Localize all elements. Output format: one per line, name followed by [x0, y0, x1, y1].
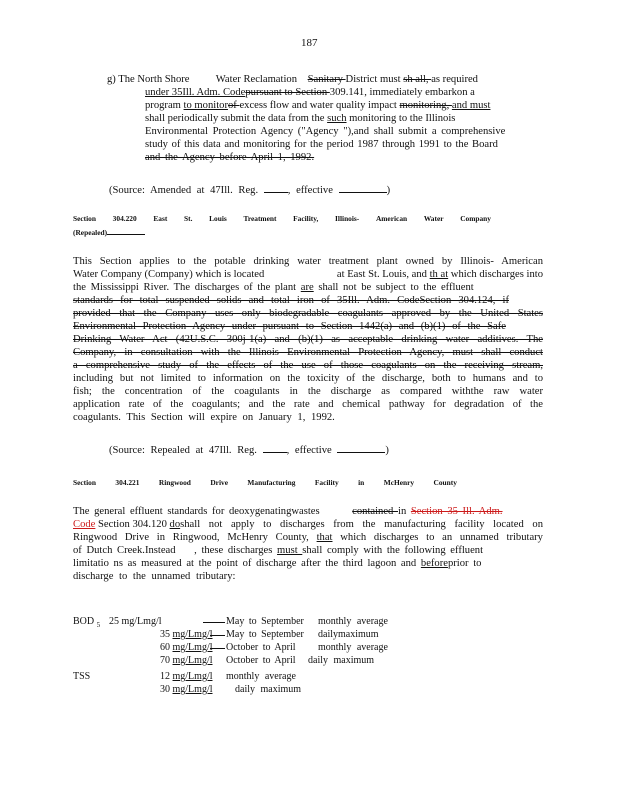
g-l1-a: g) The North Shore [107, 74, 190, 85]
row-5-value [160, 671, 213, 684]
g-l2-c: 309.141, immediately embarkon a [329, 87, 475, 98]
para-g-line-5: Environmental Protection Agency ("Agency "),and shall submit a comprehensive [145, 126, 506, 137]
s220-t6: Treatment [243, 214, 277, 223]
effective-blank-2[interactable] [337, 443, 385, 453]
p220-l2-d: which discharges into [448, 269, 543, 280]
row-5-unit: mg/Lmg/l [172, 671, 213, 682]
s220-t1: Section [73, 214, 96, 223]
row-5-num: 12 [160, 671, 173, 682]
para-g-line-2 [145, 86, 475, 99]
section-304-221-heading [73, 478, 457, 488]
source2-b: , effective [286, 445, 332, 456]
row-4-unit: mg/Lmg/l [172, 655, 213, 666]
s221-t6: Facility [314, 478, 339, 487]
p221-line-1 [73, 505, 503, 518]
row-1-period: May to September [226, 616, 304, 627]
p221-l2-c: do [169, 519, 181, 530]
g-l4-a: shall periodically submit the data from the [145, 113, 328, 124]
g-l2-a: under 35Ill. Adm. Code [145, 87, 246, 98]
s220-t10: Water [423, 214, 444, 223]
p221-line-6: discharge to the unnamed tributary: [73, 571, 236, 582]
p220-line-5: provided that the Company uses only biodegradable coagulants approved by the United States [73, 308, 543, 319]
g-l2-b: pursuant to Section [245, 87, 330, 98]
reg-blank[interactable] [264, 183, 288, 193]
source1-c: ) [386, 185, 391, 196]
g-l1-f: as required [431, 74, 478, 85]
s221-t7: in [358, 478, 365, 487]
row-3-period: October to April [226, 642, 296, 653]
row-6-value [160, 684, 213, 697]
row-1-stat: monthly average [318, 616, 388, 627]
g-l3-d: excess flow and water quality impact [239, 100, 400, 111]
g-l3-f: and must [451, 100, 491, 111]
row-6-period: daily maximum [235, 684, 302, 695]
p221-l1-d: Section 35 Ill. Adm. [410, 506, 503, 517]
row-6-num: 30 [160, 684, 173, 695]
s220-t3: East [153, 214, 168, 223]
s221-t1: Section [73, 478, 96, 487]
p221-l2-b: Section 304.120 [95, 519, 170, 530]
p221-l4-c: must [277, 545, 303, 556]
row-2-period: May to September [226, 629, 304, 640]
para-g-line-4 [145, 112, 455, 125]
row-4-num: 70 [160, 655, 173, 666]
source1-b: , effective [287, 185, 333, 196]
row-3-value [160, 642, 213, 655]
row-1-value: 25 mg/Lmg/l [109, 616, 162, 627]
p220-line-3 [73, 281, 474, 294]
p220-l3-b: are [300, 282, 314, 293]
p220-line-11: fish; the concentration of the coagulants in the discharge as compared withthe raw water [73, 386, 543, 397]
p221-l1-b: contained [352, 506, 398, 517]
g-l3-c: of [227, 100, 240, 111]
bod-text: BOD [73, 616, 95, 627]
source1-a: (Source: Amended at 47Ill. Reg. [109, 185, 259, 196]
row-4-stat: daily maximum [308, 655, 375, 666]
row-2-stat: dailymaximum [318, 629, 379, 640]
p221-l5-b: before [420, 558, 448, 569]
row-2-value [160, 629, 213, 642]
that-inserted: that [316, 532, 333, 543]
g-l3-e: monitoring, [399, 100, 452, 111]
row-5-period: monthly average [226, 671, 296, 682]
row-3-num: 60 [160, 642, 173, 653]
para-g-line-3 [145, 99, 490, 112]
s221-t8: McHenry [383, 478, 415, 487]
p220-line-1: This Section applies to the potable drinking water treatment plant owned by Illinois- American [73, 256, 543, 267]
source-repealed [109, 443, 389, 457]
row-2-num: 35 [160, 629, 173, 640]
p221-l1-c: in [398, 506, 411, 517]
p220-line-9: a comprehensive study of the effects of the use of those coagulants on the receiving stream, [73, 360, 543, 371]
p220-line-2 [73, 268, 543, 281]
row-1-rule [203, 622, 225, 623]
p220-line-4: standards for total suspended solids and total iron of 35Ill. Adm. CodeSection 304.124, if [73, 295, 509, 306]
row-4-period: October to April [226, 655, 296, 666]
s220-t9: American [375, 214, 408, 223]
bod-subscript: 5 [96, 621, 101, 629]
g-l1-c: Sanitary [307, 74, 346, 85]
p220-line-12: application rate of the coagulants; and the rate and chemical pathway for degradation of the [73, 399, 543, 410]
s221-t3: Ringwood [158, 478, 191, 487]
s221-t2: 304.221 [115, 478, 140, 487]
s220-t7: Facility, [293, 214, 319, 223]
page-number: 187 [301, 37, 318, 49]
source2-a: (Source: Repealed at 47Ill. Reg. [109, 445, 257, 456]
p220-l2-b: at East St. Louis, and [336, 269, 430, 280]
p221-line-5 [73, 557, 481, 570]
row-6-unit: mg/Lmg/l [172, 684, 213, 695]
g-l1-e: sh all, [403, 74, 432, 85]
row-4-value [160, 655, 213, 668]
tss-label: TSS [73, 671, 91, 682]
s220-t2: 304.220 [112, 214, 137, 223]
source-amended [109, 183, 390, 197]
p221-l4-d: shall comply with the following effluent [302, 545, 484, 556]
p221-l5-c: prior to [447, 558, 482, 569]
p221-l4-b: , these discharges [194, 545, 278, 556]
p220-l3-a: the Mississippi River. The discharges of the plant [73, 282, 301, 293]
para-g-line-1 [107, 73, 510, 86]
g-l4-b: such [327, 113, 347, 124]
p221-l2-d: shall not apply to discharges from the manufacturing facility located on [180, 519, 543, 530]
row-3-rule [210, 648, 225, 649]
section-304-220-repealed [73, 228, 145, 238]
p220-line-7: Drinking Water Act (42U.S.C. 300j-1(a) and (b)(1) as acceptable drinking water additives. The [73, 334, 543, 345]
g-l3-a: program [145, 100, 184, 111]
s221-t4: Drive [210, 478, 228, 487]
s220-t5: Louis [209, 214, 227, 223]
g-l1-d: District must [345, 74, 404, 85]
p220-l2-a: Water Company (Company) which is located [73, 269, 265, 280]
reg-blank-2[interactable] [263, 443, 287, 453]
g-l1-b: Water Reclamation [215, 74, 297, 85]
p221-l5-a: limitatio ns as measured at the point of discharge after the third lagoon and [73, 558, 421, 569]
effective-blank[interactable] [339, 183, 387, 193]
g-l3-b: to monitor [183, 100, 228, 111]
p221-l1-a: The general effluent standards for deoxygenatingwastes [73, 506, 320, 517]
p221-line-4 [73, 544, 483, 557]
p220-line-6: Environmental Protection Agency under pursuant to Section 1442(a) and (b)(1) of the Safe [73, 321, 506, 332]
bod-label [73, 616, 100, 632]
row-2-unit: mg/Lmg/l [172, 629, 213, 640]
repealed-label: (Repealed) [73, 228, 108, 237]
s220-t4: St. [184, 214, 193, 223]
s221-t5: Manufacturing [247, 478, 296, 487]
p220-line-10: including but not limited to information on the toxicity of the discharge, both to humans and to [73, 373, 543, 384]
row-2-rule [210, 635, 225, 636]
s221-t9: County [433, 478, 457, 487]
g-l4-c: monitoring to the Illinois [346, 113, 456, 124]
section-304-220-heading [73, 214, 491, 224]
p221-line-3: Ringwood Drive in Ringwood, McHenry County, that which discharges to an unnamed tributary [73, 532, 543, 543]
p220-line-13: coagulants. This Section will expire on January 1, 1992. [73, 412, 335, 423]
row-3-unit: mg/Lmg/l [172, 642, 213, 653]
p220-l3-c: shall not be subject to the effluent [313, 282, 474, 293]
para-g-line-7: and the Agency before April 1, 1992. [145, 152, 315, 163]
p220-l2-c: th at [429, 269, 449, 280]
p221-line-2 [73, 518, 543, 531]
p221-l2-a: Code [73, 519, 96, 530]
p221-l4-a: of Dutch Creek.Instead [73, 545, 176, 556]
s220-t8: Illinois- [335, 214, 360, 223]
source2-c: ) [385, 445, 389, 456]
s220-t11: Company [460, 214, 491, 223]
p220-line-8: Company, in consultation with the Illinois Environmental Protection Agency, must shall conduct [73, 347, 543, 358]
para-g-line-6: study of this data and monitoring for the period 1987 through 1991 to the Board [145, 139, 498, 150]
row-3-stat: monthly average [318, 642, 388, 653]
